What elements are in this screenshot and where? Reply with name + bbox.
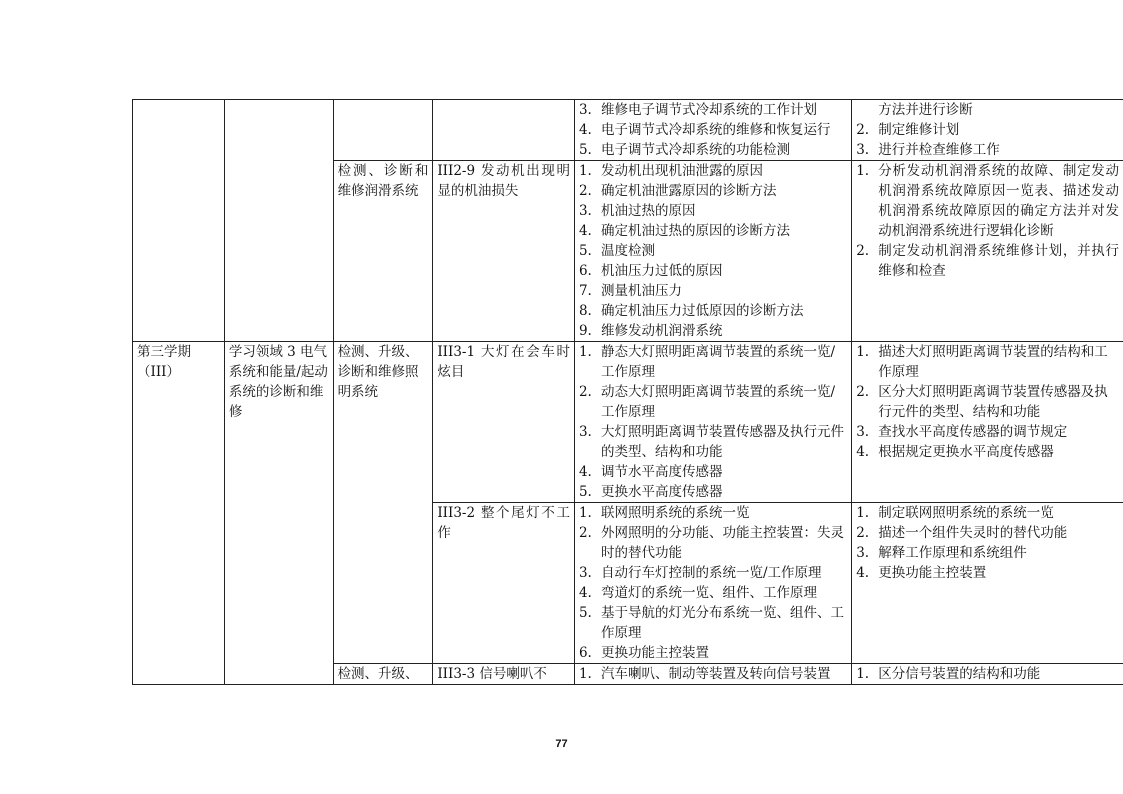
list-item: 1. 静态大灯照明距离调节装置的系统一览/工作原理 [578, 344, 836, 380]
goals-list [856, 503, 1119, 583]
page-number: 77 [555, 738, 568, 750]
list-item: 2. 制定维修计划 [856, 122, 960, 138]
list-item: 9. 维修发动机润滑系统 [578, 323, 723, 339]
semester-cell: 第三学期（III） [133, 342, 225, 685]
list-item: 4. 调节水平高度传感器 [578, 464, 723, 480]
list-item: 1. 分析发动机润滑系统的故障、制定发动机润滑系统故障原因一览表、描述发动机润滑系统故障原因的确定方法并对发动机润滑系统进行逻辑化诊断 [856, 163, 1119, 239]
list-item: 4. 电子调节式冷却系统的维修和恢复运行 [578, 122, 831, 138]
content-cell [574, 100, 851, 161]
table-row [133, 342, 1123, 503]
list-item: 3. 机油过热的原因 [578, 203, 696, 219]
content-cell [574, 503, 851, 664]
content-cell [574, 664, 851, 685]
goals-cell [852, 503, 1123, 664]
list-item: 8. 确定机油压力过低原因的诊断方法 [578, 303, 804, 319]
task-cell: III2-9 发动机出现明显的机油损失 [433, 161, 575, 342]
list-item: 7. 测量机油压力 [578, 283, 682, 299]
list-item: 5. 更换水平高度传感器 [578, 484, 723, 500]
list-item: 5. 温度检测 [578, 243, 655, 259]
list-item: 4. 弯道灯的系统一览、组件、工作原理 [578, 585, 817, 601]
list-item: 5. 电子调节式冷却系统的功能检测 [578, 142, 790, 158]
list-item: 2. 动态大灯照明距离调节装置的系统一览/工作原理 [578, 384, 836, 420]
goals-list [856, 161, 1119, 281]
goals-cell [852, 161, 1123, 342]
goals-cell [852, 100, 1123, 161]
list-item: 1. 描述大灯照明距离调节装置的结构和工作原理 [856, 344, 1108, 380]
content-list [579, 503, 847, 663]
work-area-cell: 检测、升级、诊断和维修照明系统 [333, 342, 433, 664]
list-item: 4. 根据规定更换水平高度传感器 [856, 444, 1054, 460]
content-list [579, 100, 847, 160]
list-item: 6. 机油压力过低的原因 [578, 263, 723, 279]
work-area-cell: 检测、升级、 [333, 664, 433, 685]
list-item: 3. 解释工作原理和系统组件 [856, 545, 1027, 561]
list-item: 2. 制定发动机润滑系统维修计划，并执行维修和检查 [856, 243, 1119, 279]
list-item: 3. 查找水平高度传感器的调节规定 [856, 424, 1068, 440]
list-item: 5. 基于导航的灯光分布系统一览、组件、工作原理 [578, 605, 844, 641]
learning-domain-cell [224, 100, 333, 342]
list-item: 1. 汽车喇叭、制动等装置及转向信号装置 [578, 666, 831, 682]
table-row [133, 100, 1123, 161]
list-item: 2. 区分大灯照明距离调节装置传感器及执行元件的类型、结构和功能 [856, 384, 1108, 420]
list-item: 2. 描述一个组件失灵时的替代功能 [856, 525, 1068, 541]
list-item: 4. 确定机油过热的原因的诊断方法 [578, 223, 790, 239]
goals-list [856, 664, 1119, 684]
list-item: 3. 维修电子调节式冷却系统的工作计划 [578, 102, 817, 118]
content-list [579, 664, 847, 684]
goals-cell [852, 664, 1123, 685]
list-item: 6. 更换功能主控装置 [578, 645, 709, 661]
list-item: 1. 联网照明系统的系统一览 [578, 505, 750, 521]
task-cell: III3-3 信号喇叭不 [433, 664, 575, 685]
learning-domain-cell: 学习领域 3 电气系统和能量/起动系统的诊断和维修 [224, 342, 333, 685]
goals-list [856, 100, 1119, 160]
list-item: 1. 区分信号装置的结构和功能 [856, 666, 1041, 682]
list-item: 1. 制定联网照明系统的系统一览 [856, 505, 1054, 521]
content-list [579, 342, 847, 502]
semester-cell [133, 100, 225, 342]
task-cell [433, 100, 575, 161]
content-cell [574, 161, 851, 342]
work-area-cell: 检测、诊断和维修润滑系统 [333, 161, 433, 342]
content-cell [574, 342, 851, 503]
task-cell: III3-2 整个尾灯不工作 [433, 503, 575, 664]
goals-list [856, 342, 1119, 462]
list-item: 4. 更换功能主控装置 [856, 565, 987, 581]
goals-cell [852, 342, 1123, 503]
list-item: 3. 进行并检查维修工作 [856, 142, 1000, 158]
list-item: 1. 发动机出现机油泄露的原因 [578, 163, 763, 179]
list-item: 3. 自动行车灯控制的系统一览/工作原理 [578, 565, 822, 581]
task-cell: III3-1 大灯在会车时炫目 [433, 342, 575, 503]
curriculum-table [132, 99, 1123, 685]
list-item: 3. 大灯照明距离调节装置传感器及执行元件的类型、结构和功能 [578, 424, 844, 460]
list-item: 2. 确定机油泄露原因的诊断方法 [578, 183, 777, 199]
content-list [579, 161, 847, 341]
list-item: 方法并进行诊断 [878, 102, 973, 118]
list-item: 2. 外网照明的分功能、功能主控装置：失灵时的替代功能 [578, 525, 844, 561]
work-area-cell [333, 100, 433, 161]
